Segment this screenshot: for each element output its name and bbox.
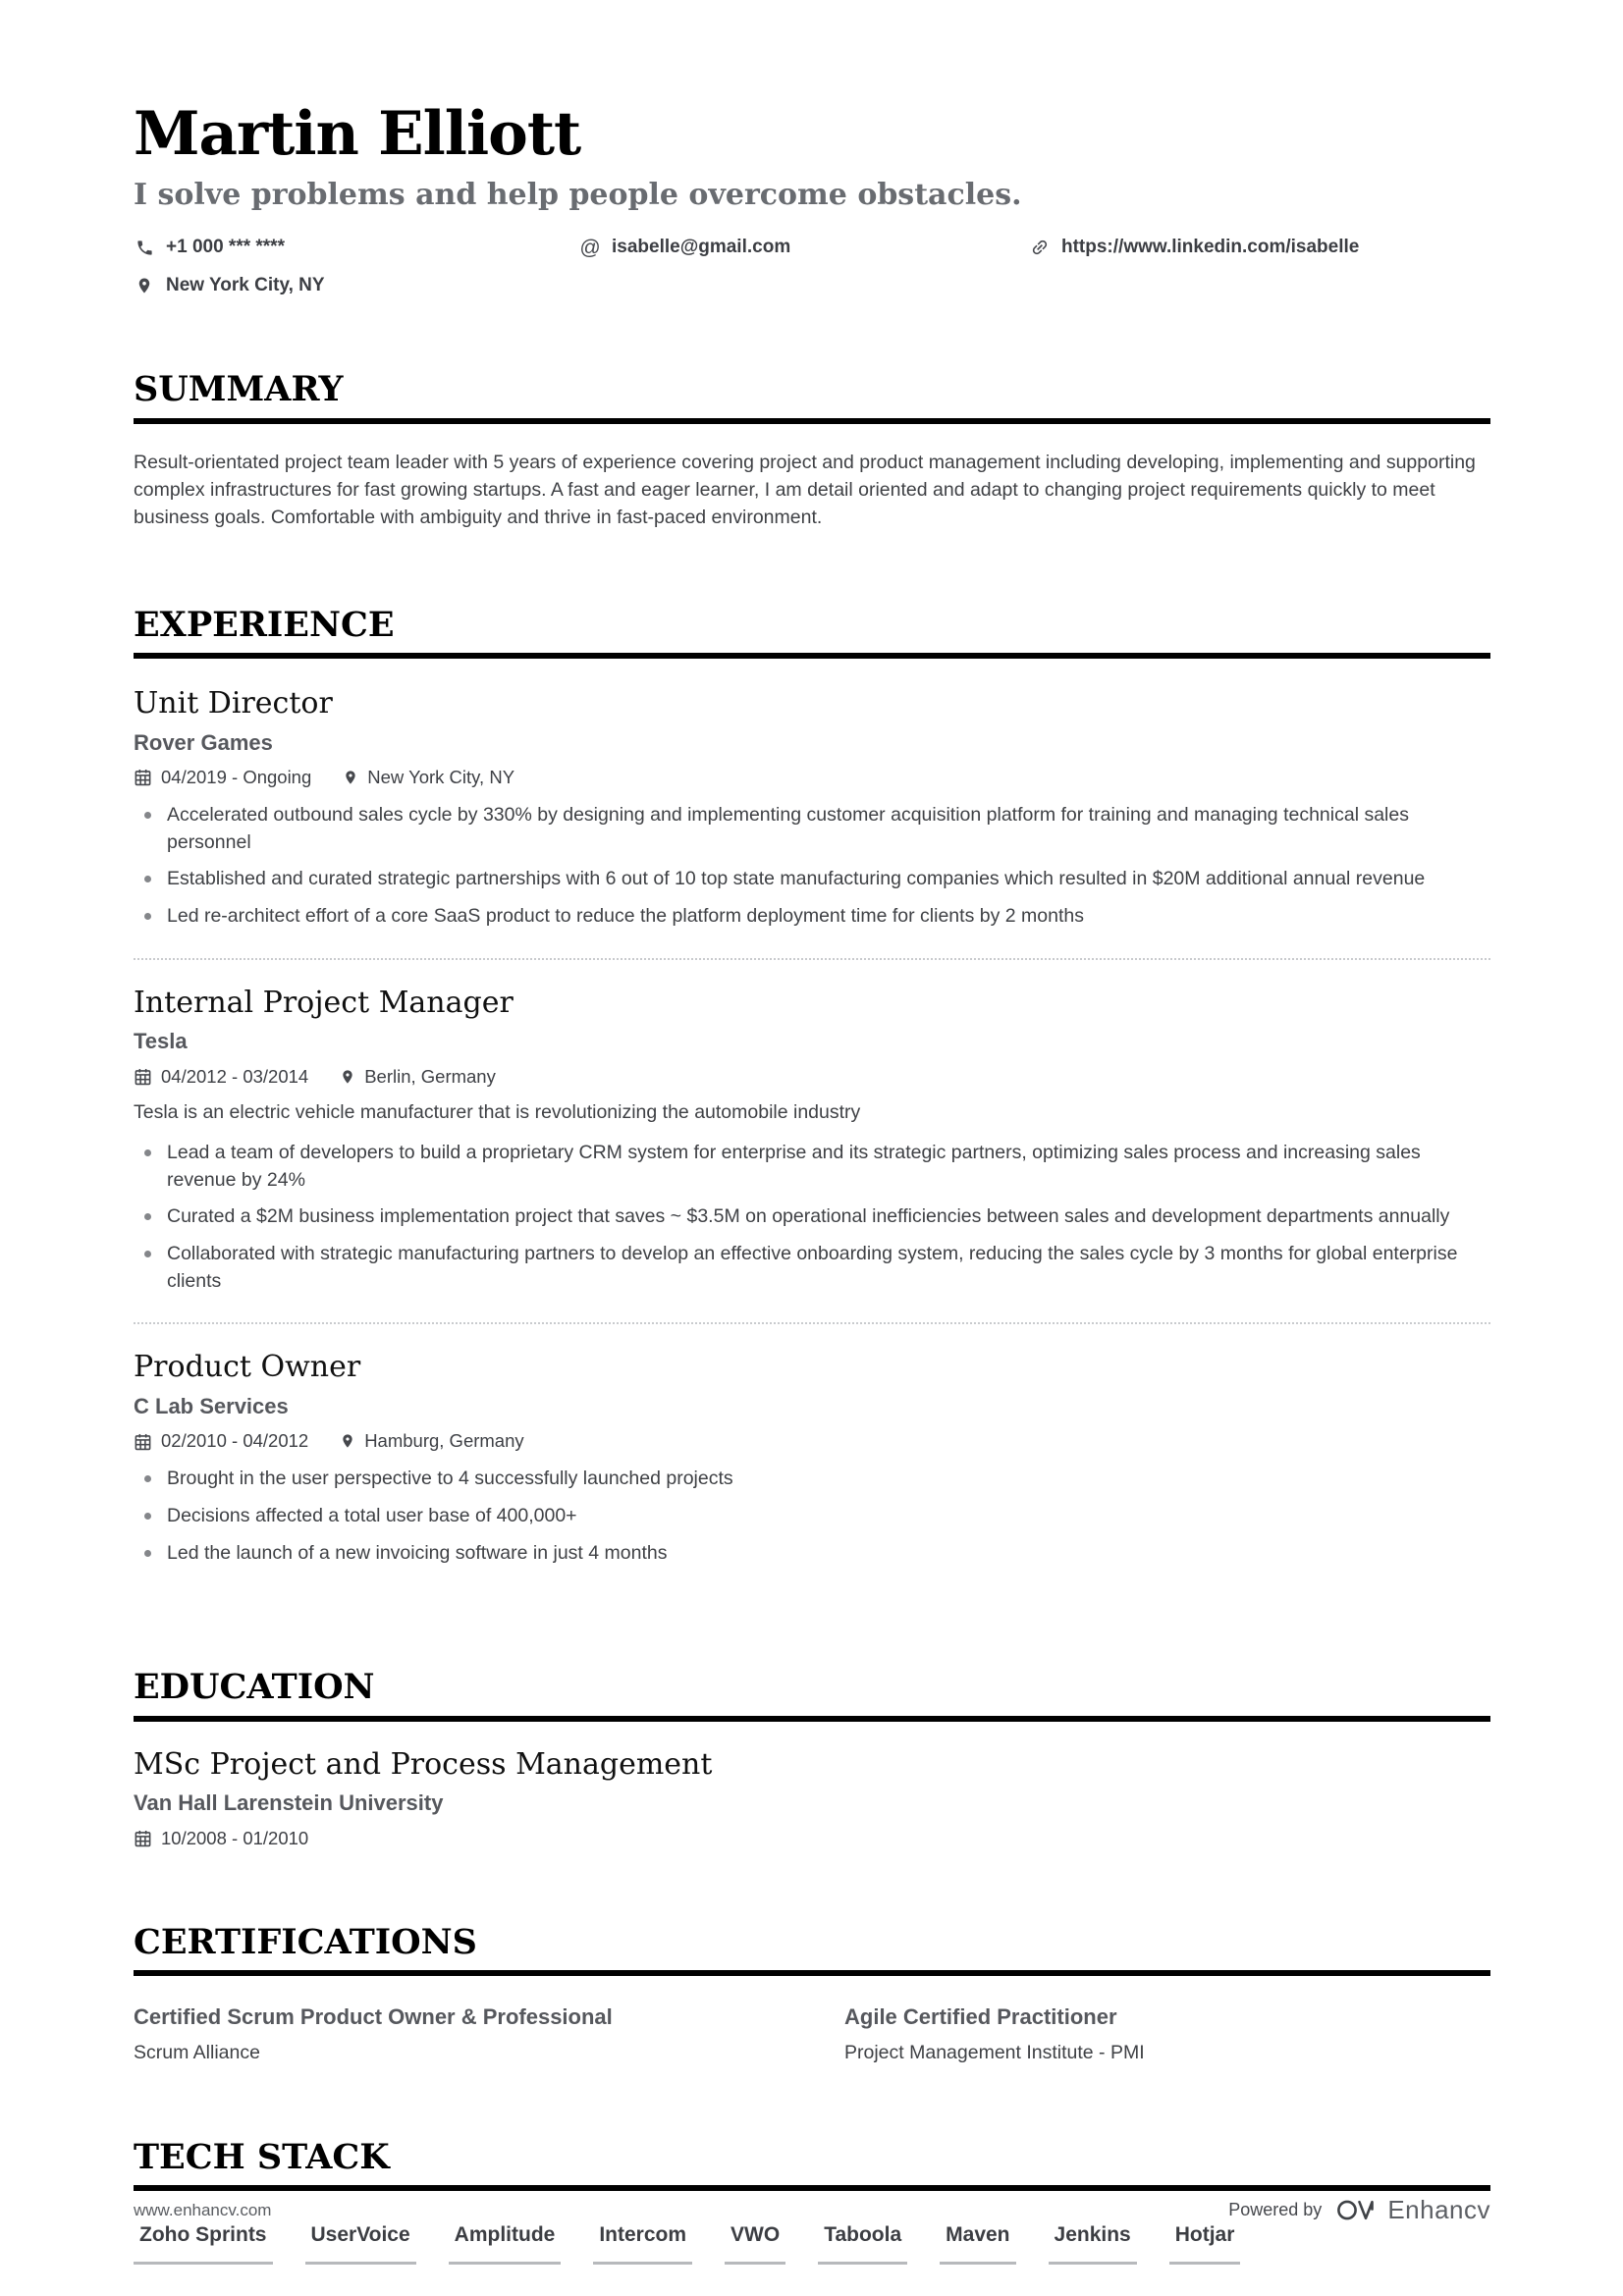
bullet-dot-icon (144, 812, 151, 819)
certification-item (134, 2003, 844, 2064)
certifications-list (134, 2003, 1490, 2064)
job-company: Rover Games (134, 729, 273, 755)
certification-issuer: Scrum Alliance (134, 2041, 260, 2063)
bullet-item: Accelerated outbound sales cycle by 330% by designing and implementing customer acquisition platform for training and managing technical sales personnel (134, 802, 1490, 856)
bullet-dot-icon (144, 1475, 151, 1482)
section-certifications (134, 1921, 1490, 2064)
section-summary (134, 371, 1490, 531)
person-name: Martin Elliott (134, 99, 581, 169)
contact-location (134, 275, 579, 296)
job-bullets (134, 1140, 1490, 1295)
bullet-item: Collaborated with strategic manufacturing partners to develop an effective onboarding system, reducing the sales cycle by 3 months for global enterprise clients (134, 1241, 1490, 1295)
job-location-item (340, 1430, 523, 1452)
education-title: EDUCATION (134, 1669, 1490, 1722)
pin-icon (134, 275, 155, 296)
tech-stack-item: UserVoice (305, 2222, 416, 2265)
tech-stack-item: Taboola (818, 2222, 907, 2265)
job-meta (134, 767, 1490, 788)
job-meta (134, 1066, 1490, 1088)
bullet-dot-icon (144, 1213, 151, 1220)
contact-email-value[interactable]: isabelle@gmail.com (612, 237, 791, 258)
tech-stack-item: Zoho Sprints (134, 2222, 273, 2265)
education-dates-item (134, 1828, 308, 1849)
job-description: Tesla is an electric vehicle manufacturer that is revolutionizing the automobile industry (134, 1100, 861, 1123)
summary-title: SUMMARY (134, 371, 1490, 424)
contact-website[interactable] (1029, 237, 1490, 258)
bullet-item: Established and curated strategic partnerships with 6 out of 10 top state manufacturing companies which resulted in $20M additional annual revenue (134, 866, 1490, 893)
resume-header (134, 99, 1490, 296)
contact-location-value: New York City, NY (166, 275, 325, 296)
bullet-dot-icon (144, 1513, 151, 1520)
contact-phone (134, 237, 579, 258)
experience-title: EXPERIENCE (134, 607, 1490, 660)
bullet-item: Decisions affected a total user base of 400,000+ (134, 1503, 1490, 1530)
experience-entry (134, 1322, 1490, 1594)
contact-row (134, 237, 1490, 296)
pin-icon (340, 1068, 355, 1086)
bullet-dot-icon (144, 1550, 151, 1557)
tech-stack-list (134, 2222, 1490, 2265)
experience-entry (134, 661, 1490, 958)
contact-email[interactable] (579, 237, 1029, 258)
bullet-dot-icon (144, 876, 151, 882)
job-bullets (134, 1466, 1490, 1567)
bullet-item: Led the launch of a new invoicing software in just 4 months (134, 1540, 1490, 1568)
powered-by-label: Powered by (1228, 2200, 1323, 2219)
job-dates-item (134, 1430, 308, 1452)
calendar-icon (134, 768, 152, 786)
footer-site-link[interactable]: www.enhancv.com (134, 2200, 272, 2219)
education-degree: MSc Project and Process Management (134, 1746, 713, 1782)
experience-entries (134, 661, 1490, 1594)
certification-name: Agile Certified Practitioner (844, 2004, 1117, 2030)
tech-stack-item: Hotjar (1169, 2222, 1241, 2265)
bullet-dot-icon (144, 913, 151, 920)
job-dates: 04/2019 - Ongoing (161, 766, 312, 787)
job-location-item (340, 1066, 496, 1088)
job-location: Berlin, Germany (364, 1065, 496, 1087)
bullet-item: Lead a team of developers to build a proprietary CRM system for enterprise and its strategic partners, optimizing sales process and increasing sales revenue by 24% (134, 1140, 1490, 1194)
bullet-item: Brought in the user perspective to 4 successfully launched projects (134, 1466, 1490, 1493)
bullet-dot-icon (144, 1149, 151, 1156)
job-location-item (343, 767, 514, 788)
tech-stack-item: Jenkins (1049, 2222, 1137, 2265)
bullet-dot-icon (144, 1251, 151, 1257)
job-dates: 02/2010 - 04/2012 (161, 1430, 309, 1452)
certification-issuer: Project Management Institute - PMI (844, 2041, 1145, 2063)
calendar-icon (134, 1067, 152, 1086)
section-experience (134, 604, 1490, 1595)
pin-icon (340, 1432, 355, 1450)
pin-icon (343, 769, 358, 786)
bullet-item: Led re-architect effort of a core SaaS product to reduce the platform deployment time for clients by 2 months (134, 903, 1490, 931)
job-company: Tesla (134, 1029, 188, 1054)
link-icon (1029, 237, 1051, 258)
job-dates: 04/2012 - 03/2014 (161, 1065, 309, 1087)
certification-item (844, 2003, 1490, 2064)
enhancv-brand[interactable] (1337, 2195, 1490, 2225)
summary-text: Result-orientated project team leader with 5 years of experience covering project and product management including developing, implementing and supporting complex infrastructures for fast growing startups. A fast and eager learner, I am detail oriented and adapt to changing project requirements quickly to meet business goals. Comfortable with ambiguity and thrive in fast-paced environment. (134, 451, 1476, 529)
at-icon: @ (579, 236, 601, 259)
job-company: C Lab Services (134, 1393, 289, 1418)
certifications-title: CERTIFICATIONS (134, 1924, 1490, 1977)
job-role: Internal Project Manager (134, 985, 514, 1020)
tech-stack-item: Amplitude (449, 2222, 562, 2265)
education-meta (134, 1828, 1490, 1849)
enhancv-logo-icon (1337, 2198, 1379, 2222)
job-location: New York City, NY (367, 766, 515, 787)
tech-stack-title: TECH STACK (134, 2139, 1490, 2192)
job-role: Unit Director (134, 686, 333, 721)
powered-by (1228, 2195, 1490, 2225)
page-footer (134, 2195, 1490, 2225)
calendar-icon (134, 1829, 152, 1847)
education-entry (134, 1748, 1490, 1849)
certification-name: Certified Scrum Product Owner & Professional (134, 2004, 613, 2030)
job-dates-item (134, 1066, 308, 1088)
tech-stack-item: VWO (725, 2222, 785, 2265)
job-dates-item (134, 767, 311, 788)
education-school: Van Hall Larenstein University (134, 1790, 444, 1816)
tech-stack-item: Intercom (593, 2222, 692, 2265)
job-meta (134, 1430, 1490, 1452)
job-location: Hamburg, Germany (364, 1430, 524, 1452)
bullet-item: Curated a $2M business implementation project that saves ~ $3.5M on operational inefficiencies between sales and development departments annually (134, 1203, 1490, 1231)
enhancv-brand-name: Enhancv (1387, 2195, 1490, 2224)
contact-website-value[interactable]: https://www.linkedin.com/isabelle (1061, 237, 1360, 258)
person-tagline: I solve problems and help people overcome obstacles. (134, 178, 1022, 213)
job-bullets (134, 802, 1490, 931)
education-dates: 10/2008 - 01/2010 (161, 1827, 309, 1848)
section-education (134, 1669, 1490, 1848)
phone-icon (134, 237, 155, 258)
contact-phone-value: +1 000 *** **** (166, 237, 285, 258)
experience-entry (134, 958, 1490, 1323)
tech-stack-item: Maven (940, 2222, 1015, 2265)
job-role: Product Owner (134, 1350, 361, 1385)
calendar-icon (134, 1432, 152, 1451)
